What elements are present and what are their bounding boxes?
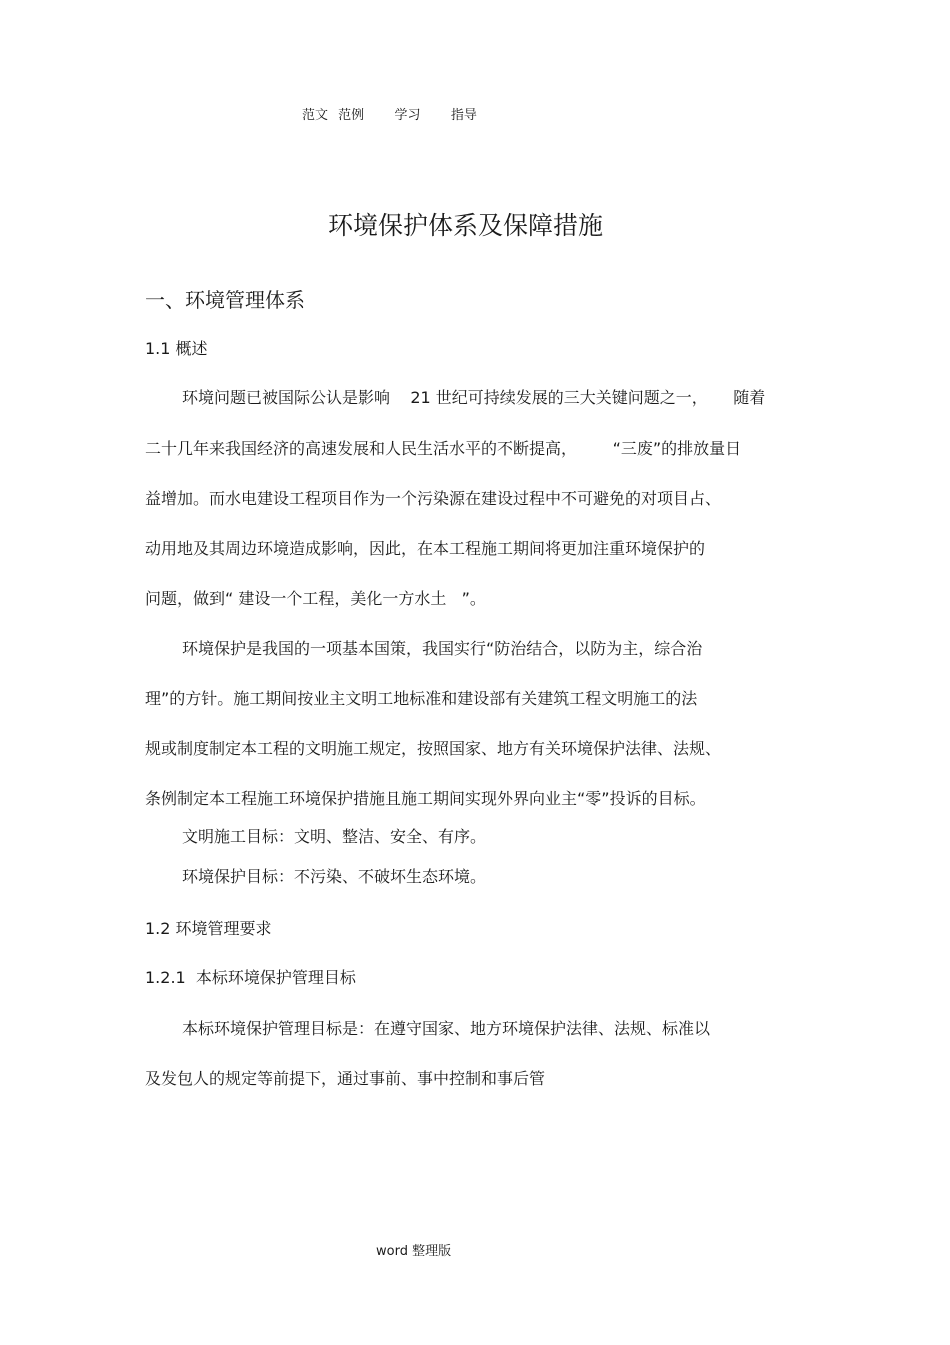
page-header: 范文 范例 学习 指导 [302,108,477,123]
paragraph-line: 条例制定本工程施工环境保护措施且施工期间实现外界向业主“零”投诉的目标。 [145,789,706,808]
subsection-heading-1-1: 1.1 概述 [145,339,208,358]
paragraph-line: 环境保护是我国的一项基本国策，我国实行“防治结合，以防为主，综合治 [182,639,703,658]
paragraph-line: 二十几年来我国经济的高速发展和人民生活水平的不断提高， “三废”的排放量日 [145,439,742,458]
paragraph-line: 动用地及其周边环境造成影响，因此，在本工程施工期间将更加注重环境保护的 [145,539,706,558]
paragraph-line: 问题，做到“ 建设一个工程，美化一方水土 ”。 [145,589,486,608]
page-footer: word 整理版 [376,1244,452,1259]
paragraph-line: 本标环境保护管理目标是：在遵守国家、地方环境保护法律、法规、标准以 [182,1019,711,1038]
paragraph-line: 及发包人的规定等前提下，通过事前、事中控制和事后管 [145,1069,546,1088]
section-heading-1: 一、环境管理体系 [145,288,305,312]
subsection-heading-1-2-1: 1.2.1 本标环境保护管理目标 [145,968,356,987]
goal-civil-construction: 文明施工目标：文明、整洁、安全、有序。 [182,827,487,846]
paragraph-line: 环境问题已被国际公认是影响 21 世纪可持续发展的三大关键问题之一， 随着 [182,388,766,407]
goal-environmental-protection: 环境保护目标：不污染、不破坏生态环境。 [182,867,487,886]
paragraph-line: 规或制度制定本工程的文明施工规定，按照国家、地方有关环境保护法律、法规、 [145,739,722,758]
paragraph-line: 益增加。而水电建设工程项目作为一个污染源在建设过程中不可避免的对项目占、 [145,489,722,508]
document-title: 环境保护体系及保障措施 [328,211,604,240]
subsection-heading-1-2: 1.2 环境管理要求 [145,919,272,938]
paragraph-line: 理”的方针。施工期间按业主文明工地标准和建设部有关建筑工程文明施工的法 [145,689,698,708]
